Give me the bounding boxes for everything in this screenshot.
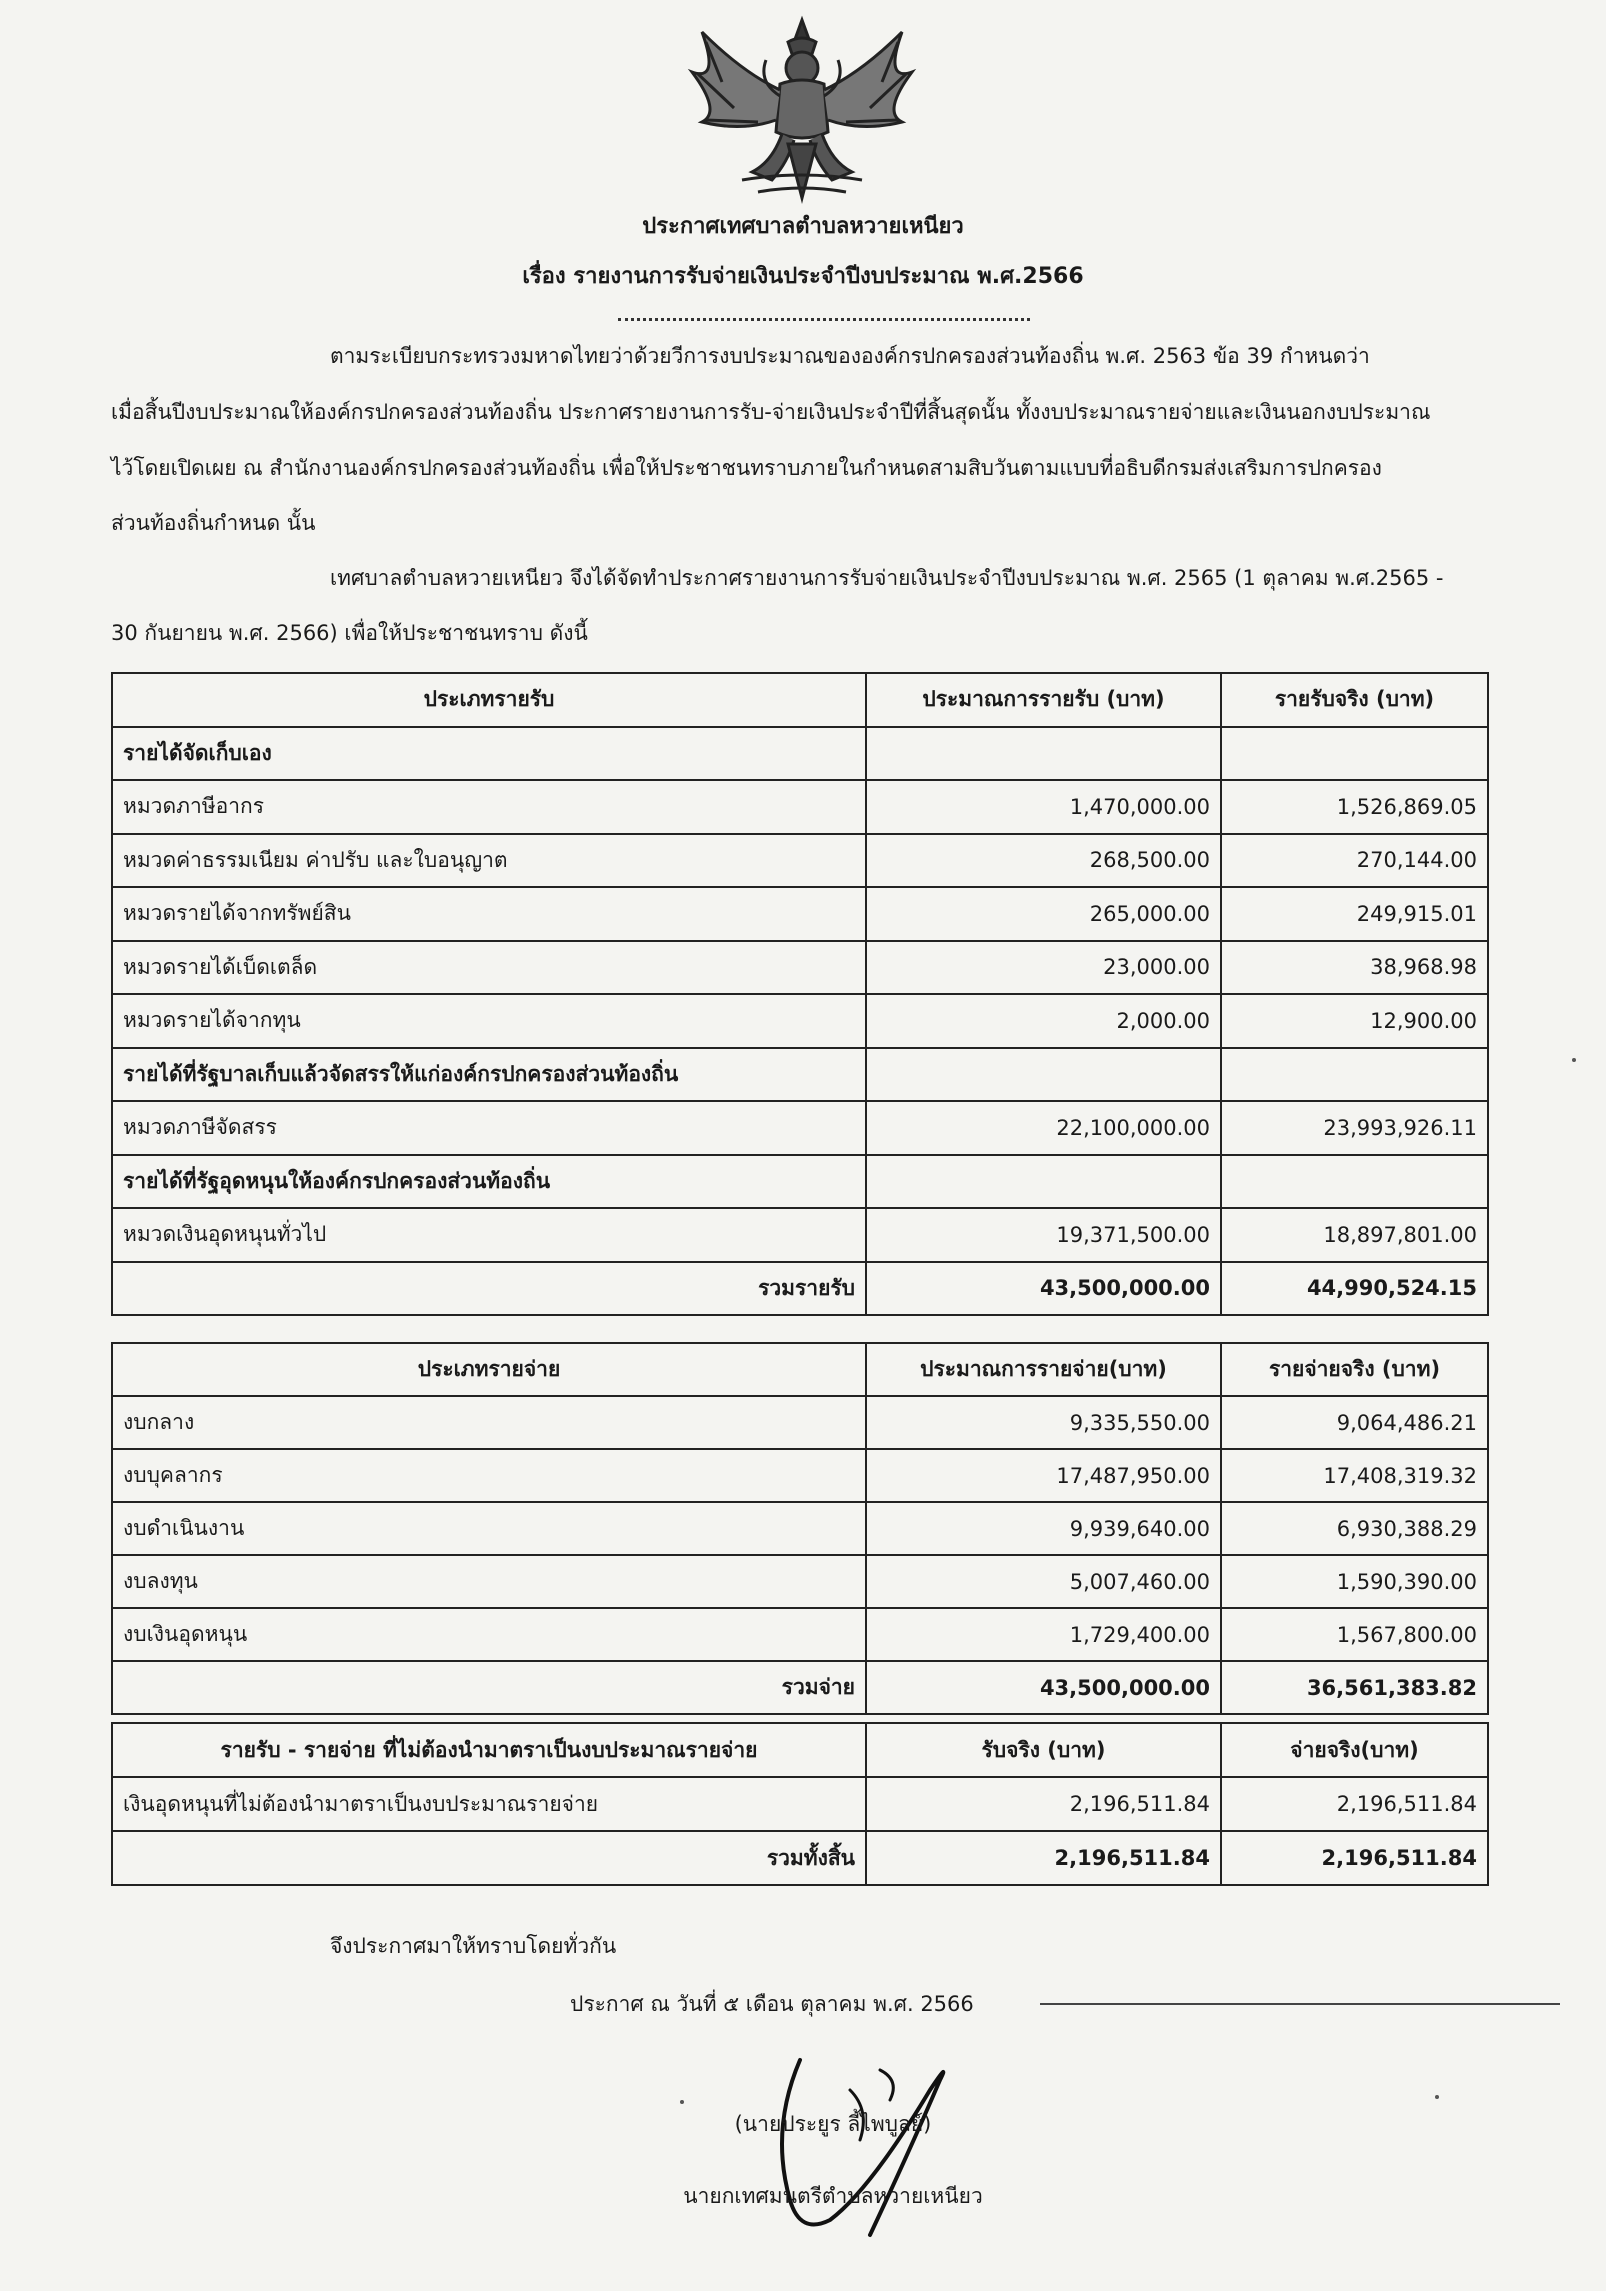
- signature-line: [1040, 2003, 1560, 2005]
- column-header: รายจ่ายจริง (บาท): [1221, 1343, 1488, 1396]
- actual-value: 249,915.01: [1221, 887, 1488, 941]
- table-row: [112, 1208, 1488, 1262]
- actual-value: 6,930,388.29: [1221, 1502, 1488, 1555]
- table-row: [112, 1502, 1488, 1555]
- table-header-row: [112, 1343, 1488, 1396]
- row-label: งบเงินอุดหนุน: [112, 1608, 866, 1661]
- group-label: รายได้ที่รัฐอุดหนุนให้องค์กรปกครองส่วนท้องถิ่น: [112, 1155, 866, 1209]
- row-label: งบลงทุน: [112, 1555, 866, 1608]
- group-row: [112, 1155, 1488, 1209]
- income-table: [111, 672, 1489, 1316]
- row-label: หมวดรายได้จากทุน: [112, 994, 866, 1048]
- garuda-emblem-icon: [662, 12, 942, 212]
- table-row: [112, 994, 1488, 1048]
- received-value: 2,196,511.84: [866, 1777, 1221, 1831]
- actual-value: 9,064,486.21: [1221, 1396, 1488, 1449]
- intro-paragraph-line: ไว้โดยเปิดเผย ณ สำนักงานองค์กรปกครองส่วนท้องถิ่น เพื่อให้ประชาชนทราบภายในกำหนดสามสิบวันตามแบบที่อธิบดีกรมส่งเสริมการปกครอง: [111, 456, 1382, 480]
- estimate-value: 17,487,950.00: [866, 1449, 1221, 1502]
- row-label: หมวดรายได้จากทรัพย์สิน: [112, 887, 866, 941]
- announcement-subject: เรื่อง รายงานการรับจ่ายเงินประจำปีงบประมาณ พ.ศ.2566: [522, 264, 1084, 289]
- row-label: งบดำเนินงาน: [112, 1502, 866, 1555]
- total-row: [112, 1831, 1488, 1885]
- dotted-divider: [618, 318, 1030, 321]
- announcement-date: ประกาศ ณ วันที่ ๕ เดือน ตุลาคม พ.ศ. 2566: [570, 1992, 974, 2016]
- total-row: [112, 1661, 1488, 1714]
- actual-value: 38,968.98: [1221, 941, 1488, 995]
- actual-value: 1,567,800.00: [1221, 1608, 1488, 1661]
- table-row: [112, 1449, 1488, 1502]
- estimate-value: 9,939,640.00: [866, 1502, 1221, 1555]
- row-label: หมวดค่าธรรมเนียม ค่าปรับ และใบอนุญาต: [112, 834, 866, 888]
- paid-value: 2,196,511.84: [1221, 1777, 1488, 1831]
- group-label: รายได้จัดเก็บเอง: [112, 727, 866, 781]
- actual-value: 23,993,926.11: [1221, 1101, 1488, 1155]
- table-header-row: [112, 1723, 1488, 1777]
- estimate-value: 2,000.00: [866, 994, 1221, 1048]
- total-label: รวมจ่าย: [112, 1661, 866, 1714]
- actual-value: 1,526,869.05: [1221, 780, 1488, 834]
- row-label: งบบุคลากร: [112, 1449, 866, 1502]
- table-header-row: [112, 673, 1488, 727]
- intro-paragraph-line: เทศบาลตำบลหวายเหนียว จึงได้จัดทำประกาศรายงานการรับจ่ายเงินประจำปีงบประมาณ พ.ศ. 2565 (1 ตุลาคม พ.ศ.2565 -: [330, 566, 1444, 590]
- scan-speck: [1435, 2095, 1439, 2099]
- column-header: ประมาณการรายจ่าย(บาท): [866, 1343, 1221, 1396]
- row-label: งบกลาง: [112, 1396, 866, 1449]
- intro-paragraph-line: ตามระเบียบกระทรวงมหาดไทยว่าด้วยวีการงบประมาณขององค์กรปกครองส่วนท้องถิ่น พ.ศ. 2563 ข้อ 39 กำหนดว่า: [330, 344, 1370, 368]
- actual-value: 270,144.00: [1221, 834, 1488, 888]
- group-label: รายได้ที่รัฐบาลเก็บแล้วจัดสรรให้แก่องค์กรปกครองส่วนท้องถิ่น: [112, 1048, 866, 1102]
- estimate-value: 9,335,550.00: [866, 1396, 1221, 1449]
- row-label: เงินอุดหนุนที่ไม่ต้องนำมาตราเป็นงบประมาณรายจ่าย: [112, 1777, 866, 1831]
- estimate-value: 5,007,460.00: [866, 1555, 1221, 1608]
- total-estimate: 43,500,000.00: [866, 1661, 1221, 1714]
- row-label: หมวดภาษีอากร: [112, 780, 866, 834]
- total-paid: 2,196,511.84: [1221, 1831, 1488, 1885]
- total-label: รวมรายรับ: [112, 1262, 866, 1316]
- table-row: [112, 1608, 1488, 1661]
- row-label: หมวดเงินอุดหนุนทั่วไป: [112, 1208, 866, 1262]
- column-header: รายรับ - รายจ่าย ที่ไม่ต้องนำมาตราเป็นงบประมาณรายจ่าย: [112, 1723, 866, 1777]
- total-row: [112, 1262, 1488, 1316]
- group-row: [112, 1048, 1488, 1102]
- intro-paragraph-line: 30 กันยายน พ.ศ. 2566) เพื่อให้ประชาชนทราบ ดังนี้: [111, 621, 588, 645]
- total-actual: 44,990,524.15: [1221, 1262, 1488, 1316]
- expense-table: [111, 1342, 1489, 1715]
- estimate-value: 22,100,000.00: [866, 1101, 1221, 1155]
- actual-value: 1,590,390.00: [1221, 1555, 1488, 1608]
- table-row: [112, 1555, 1488, 1608]
- column-header: จ่ายจริง(บาท): [1221, 1723, 1488, 1777]
- column-header: ประมาณการรายรับ (บาท): [866, 673, 1221, 727]
- actual-value: 12,900.00: [1221, 994, 1488, 1048]
- row-label: หมวดภาษีจัดสรร: [112, 1101, 866, 1155]
- row-label: หมวดรายได้เบ็ดเตล็ด: [112, 941, 866, 995]
- column-header: ประเภทรายรับ: [112, 673, 866, 727]
- table-row: [112, 834, 1488, 888]
- table-row: [112, 1777, 1488, 1831]
- table-row: [112, 780, 1488, 834]
- closing-statement: จึงประกาศมาให้ทราบโดยทั่วกัน: [330, 1934, 617, 1958]
- column-header: รายรับจริง (บาท): [1221, 673, 1488, 727]
- intro-paragraph-line: ส่วนท้องถิ่นกำหนด นั้น: [111, 511, 316, 535]
- estimate-value: 1,470,000.00: [866, 780, 1221, 834]
- offbudget-table: [111, 1722, 1489, 1886]
- total-received: 2,196,511.84: [866, 1831, 1221, 1885]
- scan-speck: [1572, 1058, 1576, 1062]
- total-label: รวมทั้งสิ้น: [112, 1831, 866, 1885]
- signer-position: นายกเทศมนตรีตำบลหวายเหนียว: [683, 2184, 983, 2208]
- actual-value: 17,408,319.32: [1221, 1449, 1488, 1502]
- estimate-value: 19,371,500.00: [866, 1208, 1221, 1262]
- group-row: [112, 727, 1488, 781]
- scan-speck: [680, 2100, 684, 2104]
- table-row: [112, 1101, 1488, 1155]
- table-row: [112, 887, 1488, 941]
- actual-value: 18,897,801.00: [1221, 1208, 1488, 1262]
- estimate-value: 23,000.00: [866, 941, 1221, 995]
- total-estimate: 43,500,000.00: [866, 1262, 1221, 1316]
- estimate-value: 265,000.00: [866, 887, 1221, 941]
- total-actual: 36,561,383.82: [1221, 1661, 1488, 1714]
- estimate-value: 1,729,400.00: [866, 1608, 1221, 1661]
- table-row: [112, 941, 1488, 995]
- column-header: ประเภทรายจ่าย: [112, 1343, 866, 1396]
- signer-name: (นายประยูร ลี้ไพบูลย์): [734, 2112, 932, 2136]
- column-header: รับจริง (บาท): [866, 1723, 1221, 1777]
- intro-paragraph-line: เมื่อสิ้นปีงบประมาณให้องค์กรปกครองส่วนท้องถิ่น ประกาศรายงานการรับ-จ่ายเงินประจำปีที่สิ้นสุดนั้น ทั้งงบประมาณรายจ่ายและเงินนอกงบประมาณ: [111, 400, 1431, 424]
- table-row: [112, 1396, 1488, 1449]
- estimate-value: 268,500.00: [866, 834, 1221, 888]
- announcement-title: ประกาศเทศบาลตำบลหวายเหนียว: [642, 214, 964, 239]
